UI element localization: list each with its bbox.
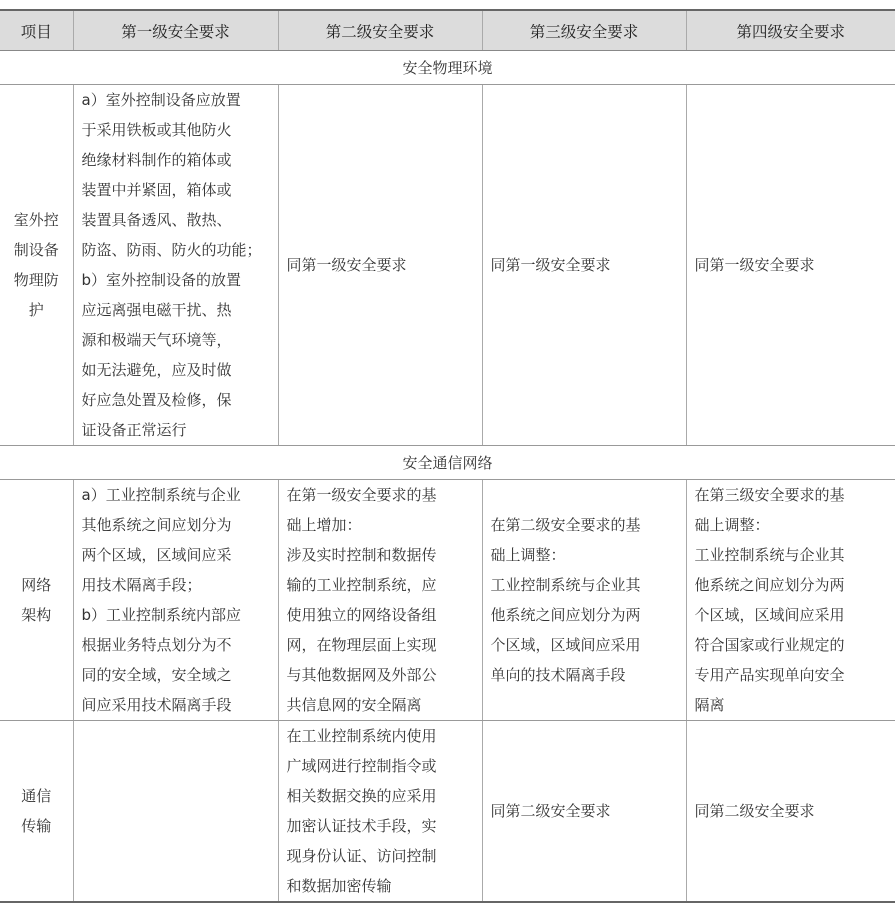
cell-level-3: 同第二级安全要求	[482, 721, 686, 903]
cell-level-1: a）室外控制设备应放置 于采用铁板或其他防火 绝缘材料制作的箱体或 装置中并紧固，箱体或 装置具备透风、散热、 防盗、防雨、防火的功能； b）室外控制设备的放置 应远离强电磁干扰、热 源和极端天气环境等， 如无法避免，应及时做 好应急处置及检修，保 证设备正常运行	[73, 85, 278, 446]
cell-level-2: 在工业控制系统内使用 广域网进行控制指令或 相关数据交换的应采用 加密认证技术手段，实 现身份认证、访问控制 和数据加密传输	[278, 721, 482, 903]
cell-level-2: 在第一级安全要求的基 础上增加： 涉及实时控制和数据传 输的工业控制系统，应 使用独立的网络设备组 网，在物理层面上实现 与其他数据网及外部公 共信息网的安全隔离	[278, 480, 482, 721]
table-row	[0, 480, 895, 721]
cell-level-4: 同第一级安全要求	[686, 85, 895, 446]
table-row	[0, 721, 895, 903]
section-title: 安全通信网络	[0, 446, 895, 480]
cell-level-4: 在第三级安全要求的基 础上调整： 工业控制系统与企业其 他系统之间应划分为两 个区域，区域间应采用 符合国家或行业规定的 专用产品实现单向安全 隔离	[686, 480, 895, 721]
cell-level-1	[73, 721, 278, 903]
table-row	[0, 85, 895, 446]
section-row	[0, 446, 895, 480]
cell-level-4: 同第二级安全要求	[686, 721, 895, 903]
section-row	[0, 51, 895, 85]
header-level-3: 第三级安全要求	[482, 10, 686, 51]
row-item: 通信 传输	[0, 721, 73, 903]
cell-level-2: 同第一级安全要求	[278, 85, 482, 446]
header-level-1: 第一级安全要求	[73, 10, 278, 51]
cell-level-3: 同第一级安全要求	[482, 85, 686, 446]
header-row	[0, 10, 895, 51]
header-level-4: 第四级安全要求	[686, 10, 895, 51]
cell-level-1: a）工业控制系统与企业 其他系统之间应划分为 两个区域，区域间应采 用技术隔离手段； b）工业控制系统内部应 根据业务特点划分为不 同的安全域，安全域之 间应采用技术隔离手段	[73, 480, 278, 721]
row-item: 室外控 制设备 物理防 护	[0, 85, 73, 446]
cell-level-3: 在第二级安全要求的基 础上调整： 工业控制系统与企业其 他系统之间应划分为两 个区域，区域间应采用 单向的技术隔离手段	[482, 480, 686, 721]
header-level-2: 第二级安全要求	[278, 10, 482, 51]
security-requirements-table	[0, 9, 895, 903]
header-item: 项目	[0, 10, 73, 51]
section-title: 安全物理环境	[0, 51, 895, 85]
row-item: 网络 架构	[0, 480, 73, 721]
